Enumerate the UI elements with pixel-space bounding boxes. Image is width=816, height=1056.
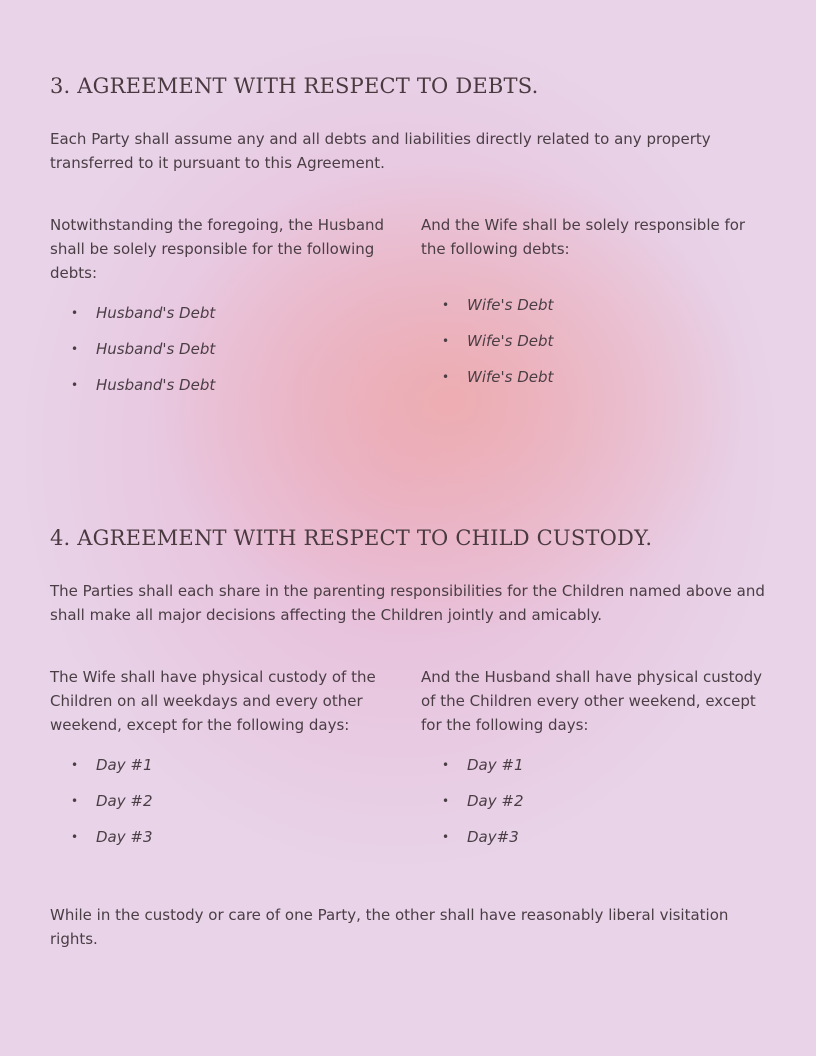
list-item: • Day #1 <box>71 756 153 774</box>
section-3-heading: 3. AGREEMENT WITH RESPECT TO DEBTS. <box>50 74 539 98</box>
list-item: • Wife's Debt <box>442 296 554 314</box>
husband-debts-text: Notwithstanding the foregoing, the Husband shall be solely responsible for the following debts: <box>50 216 385 282</box>
list-item: • Day #2 <box>71 792 153 810</box>
bullet-icon: • <box>71 306 79 320</box>
section-3-intro: Each Party shall assume any and all debts and liabilities directly related to any property transferred to it pursuant to this Agreement. <box>50 130 711 172</box>
list-item: • Day #2 <box>442 792 524 810</box>
bullet-icon: • <box>442 298 450 312</box>
list-item: • Wife's Debt <box>442 368 554 386</box>
husband-custody-text: And the Husband shall have physical custody of the Children every other weekend, except for the following days: <box>421 668 763 734</box>
bullet-icon: • <box>71 794 79 808</box>
list-item: • Day #1 <box>442 756 524 774</box>
bullet-icon: • <box>442 830 450 844</box>
bullet-icon: • <box>442 794 450 808</box>
wife-custody-days-list <box>50 755 395 863</box>
section-4-heading: 4. AGREEMENT WITH RESPECT TO CHILD CUSTODY. <box>50 526 653 550</box>
wife-debts-list <box>421 295 766 403</box>
visitation-rights-text: While in the custody or care of one Party, the other shall have reasonably liberal visitation rights. <box>50 906 729 948</box>
husband-custody-days-list <box>421 755 766 863</box>
wife-debts-text: And the Wife shall be solely responsible for the following debts: <box>421 216 746 258</box>
list-item: • Husband's Debt <box>71 304 216 322</box>
list-item: • Husband's Debt <box>71 376 216 394</box>
section-4-intro: The Parties shall each share in the parenting responsibilities for the Children named above and shall make all major decisions affecting the Children jointly and amicably. <box>50 582 765 624</box>
list-item: • Day#3 <box>442 828 519 846</box>
wife-custody-text: The Wife shall have physical custody of the Children on all weekdays and every other weekend, except for the following days: <box>50 668 376 734</box>
bullet-icon: • <box>71 830 79 844</box>
bullet-icon: • <box>71 378 79 392</box>
list-item: • Wife's Debt <box>442 332 554 350</box>
list-item: • Day #3 <box>71 828 153 846</box>
husband-debts-list <box>50 303 395 411</box>
list-item: • Husband's Debt <box>71 340 216 358</box>
bullet-icon: • <box>71 342 79 356</box>
bullet-icon: • <box>442 334 450 348</box>
bullet-icon: • <box>442 758 450 772</box>
bullet-icon: • <box>442 370 450 384</box>
bullet-icon: • <box>71 758 79 772</box>
